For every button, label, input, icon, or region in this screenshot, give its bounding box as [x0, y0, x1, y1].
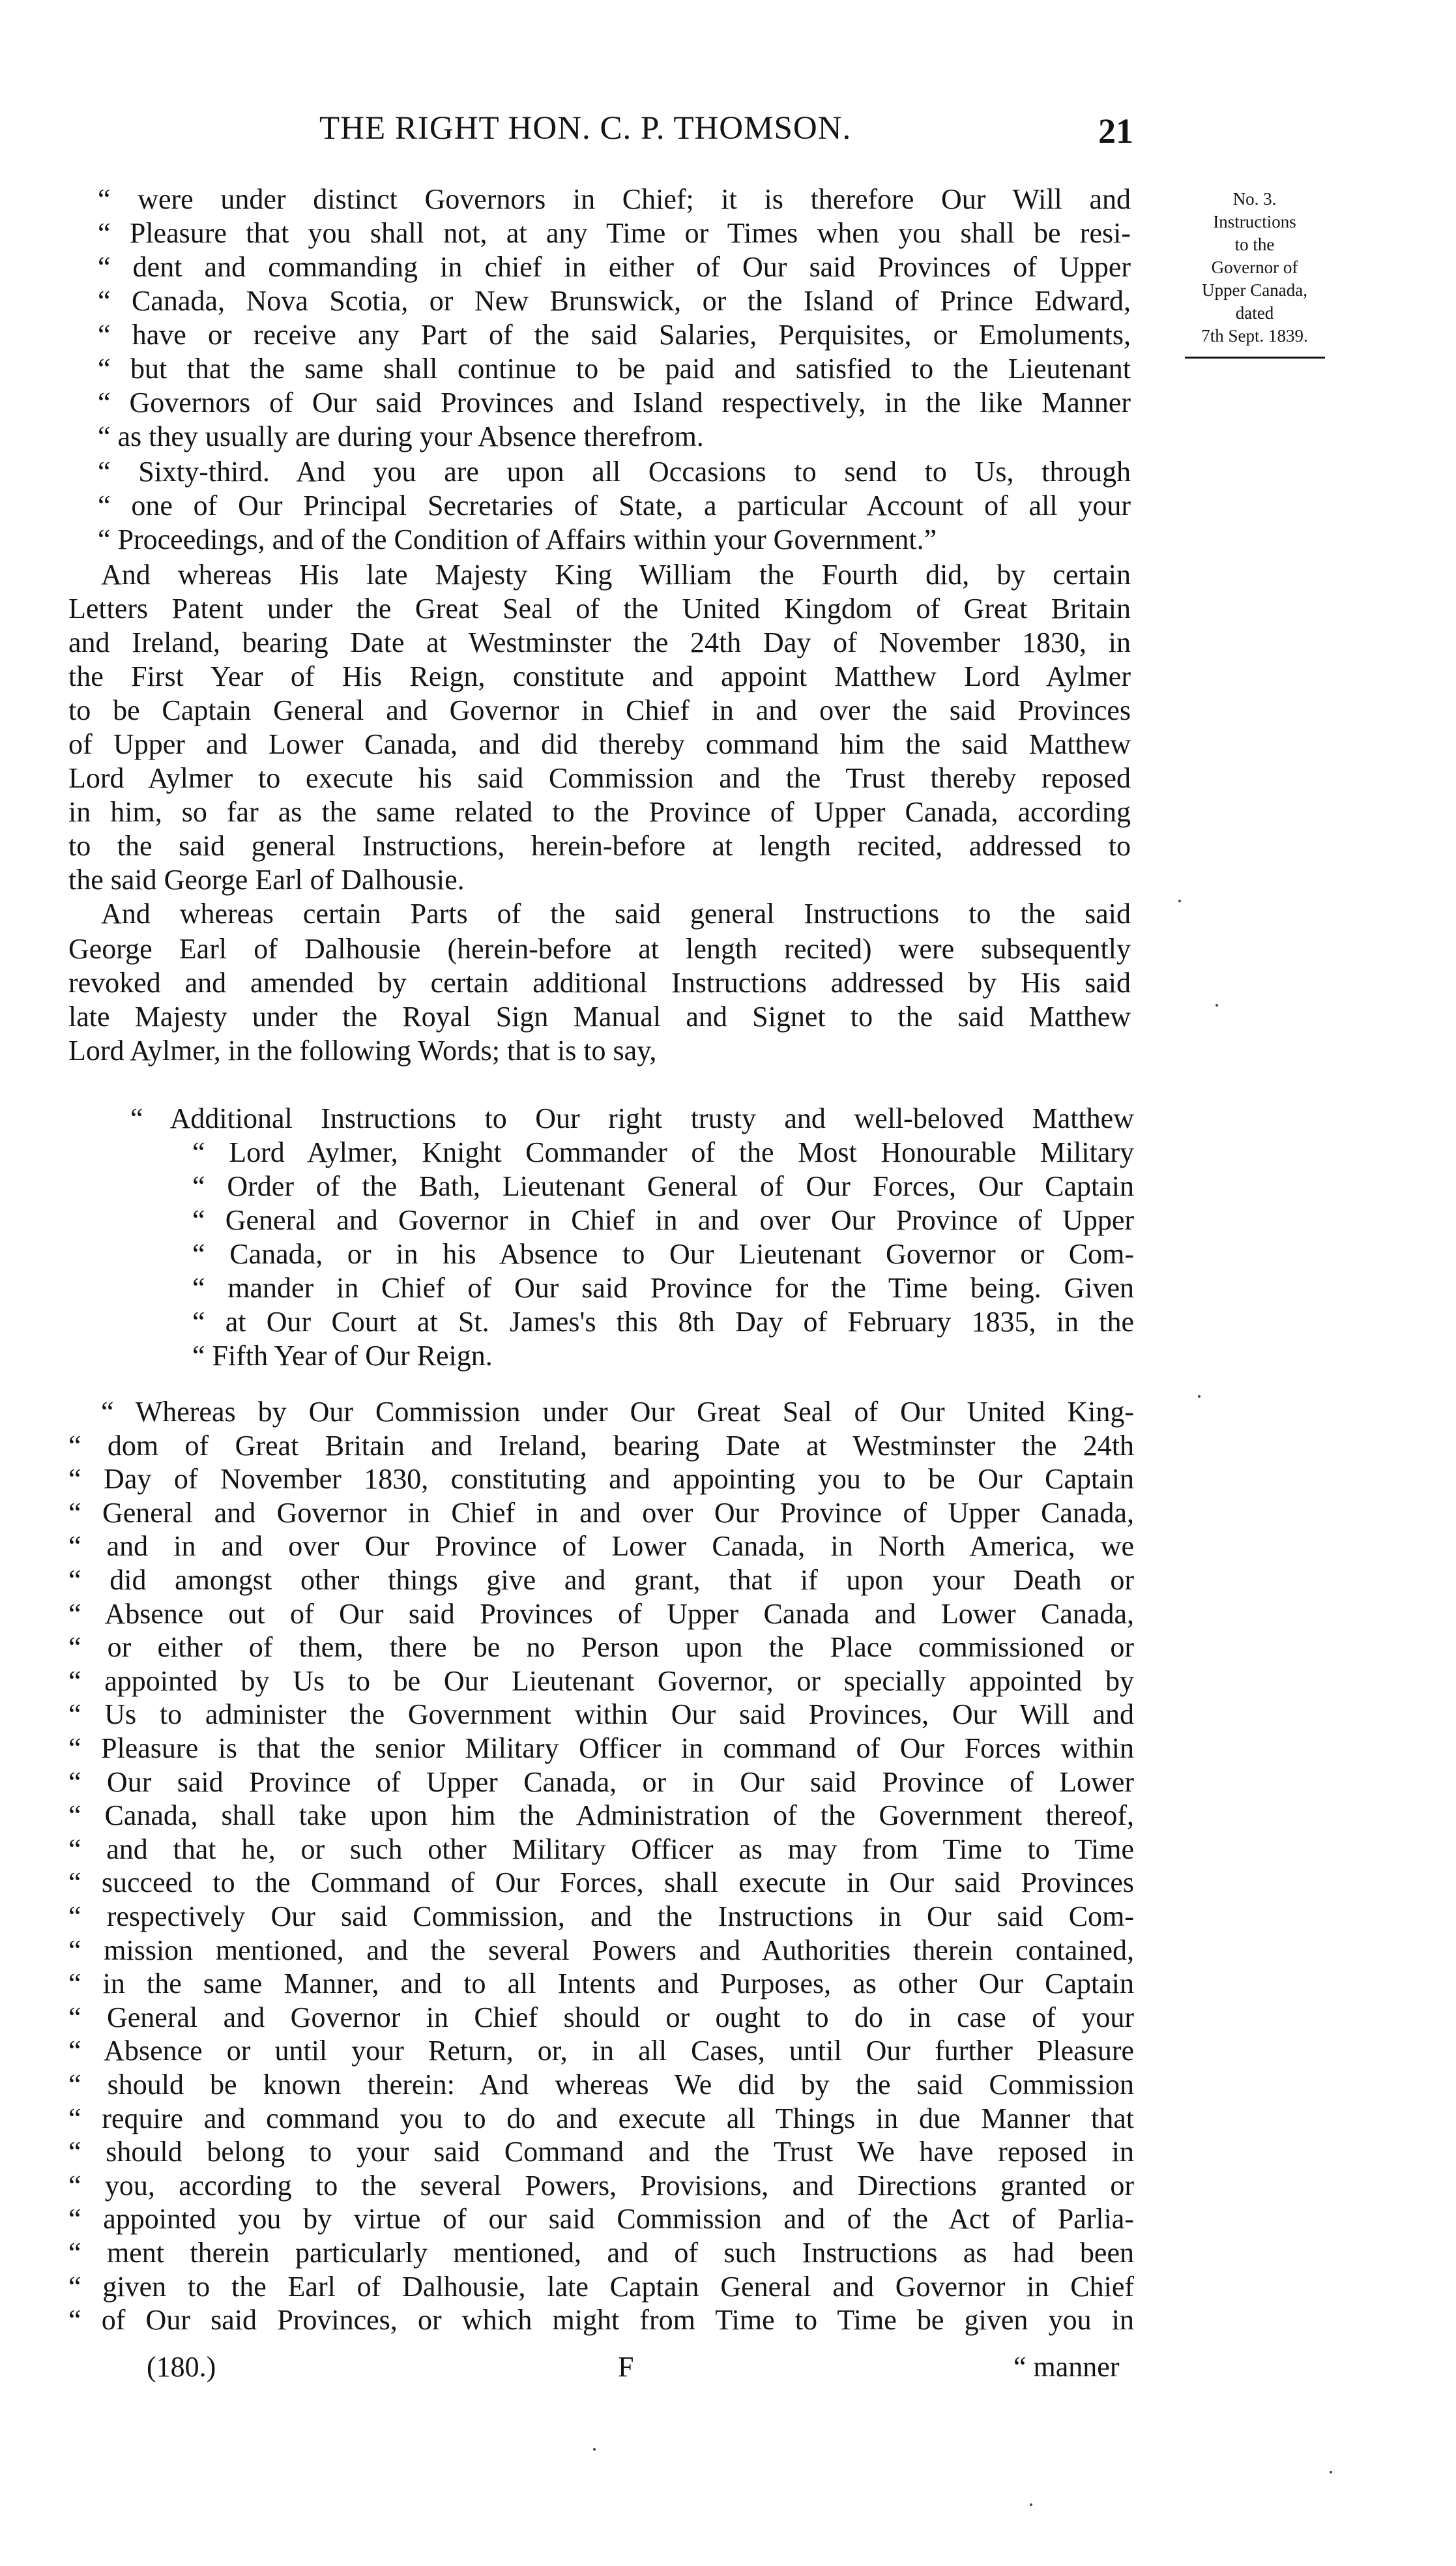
body-line: “ appointed by Us to be Our Lieutenant Governor, or specially appointed by [68, 1665, 1134, 1697]
body-line: to be Captain General and Governor in Chief in and over the said Provinces [68, 694, 1131, 726]
body-line: in him, so far as the same related to the Province of Upper Canada, according [68, 796, 1131, 828]
marginal-note-line: 7th Sept. 1839. [1201, 326, 1308, 346]
body-line: “ should belong to your said Command and the Trust We have reposed in [68, 2136, 1134, 2168]
body-line: of Upper and Lower Canada, and did thereby command him the said Matthew [68, 728, 1131, 760]
body-line: “ succeed to the Command of Our Forces, shall execute in Our said Provinces [68, 1866, 1134, 1898]
body-line: “ appointed you by virtue of our said Commission and of the Act of Parlia- [68, 2203, 1134, 2235]
body-line: “ Sixty-third. And you are upon all Occasions to send to Us, through [98, 456, 1131, 488]
body-line: “ in the same Manner, and to all Intents and Purposes, as other Our Captain [68, 1968, 1134, 1999]
page-footer [0, 2350, 1456, 2389]
body-line: “ Our said Province of Upper Canada, or in Our said Province of Lower [68, 1766, 1134, 1798]
print-speck [593, 2448, 596, 2451]
body-line: revoked and amended by certain additional Instructions addressed by His said [68, 967, 1131, 999]
body-line: “ General and Governor in Chief should or ought to do in case of your [68, 2001, 1134, 2033]
body-line: “ Governors of Our said Provinces and Island respectively, in the like Manner [98, 387, 1131, 419]
page-header [0, 110, 1456, 155]
body-line: “ require and command you to do and execute all Things in due Manner that [68, 2102, 1134, 2134]
body-line: Lord Aylmer to execute his said Commission and the Trust thereby reposed [68, 762, 1131, 794]
body-line: “ ment therein particularly mentioned, and of such Instructions as had been [68, 2237, 1134, 2269]
body-line: “ Us to administer the Government within Our said Provinces, Our Will and [68, 1698, 1134, 1730]
body-line: “ Lord Aylmer, Knight Commander of the Most Honourable Military [192, 1136, 1134, 1168]
marginal-note-line: to the [1234, 235, 1275, 254]
body-line: “ Pleasure is that the senior Military Officer in command of Our Forces within [68, 1732, 1134, 1764]
marginal-note-line: Governor of [1211, 258, 1298, 277]
body-line: Lord Aylmer, in the following Words; that is to say, [68, 1035, 657, 1067]
body-line: to the said general Instructions, herein-before at length recited, addressed to [68, 830, 1131, 862]
marginal-note-line: No. 3. [1232, 189, 1277, 209]
body-line: “ Absence out of Our said Provinces of Upper Canada and Lower Canada, [68, 1598, 1134, 1630]
body-line: “ Fifth Year of Our Reign. [192, 1340, 493, 1372]
body-line: “ you, according to the several Powers, Provisions, and Directions granted or [68, 2170, 1134, 2202]
body-line: “ Order of the Bath, Lieutenant General of Our Forces, Our Captain [192, 1170, 1134, 1202]
body-line: George Earl of Dalhousie (herein-before at length recited) were subsequently [68, 933, 1131, 965]
running-title: THE RIGHT HON. C. P. THOMSON. [319, 110, 852, 147]
body-line: “ Canada, shall take upon him the Administration of the Government thereof, [68, 1799, 1134, 1831]
body-line: “ as they usually are during your Absence therefrom. [98, 420, 704, 452]
body-line: “ General and Governor in Chief in and over Our Province of Upper [192, 1204, 1134, 1236]
print-speck [1216, 1004, 1218, 1007]
body-line: “ of Our said Provinces, or which might from Time to Time be given you in [68, 2304, 1134, 2336]
marginal-note-rule [1185, 357, 1325, 359]
body-line: “ given to the Earl of Dalhousie, late Captain General and Governor in Chief [68, 2271, 1134, 2303]
body-line: And whereas His late Majesty King William the Fourth did, by certain [101, 559, 1131, 591]
body-line: “ did amongst other things give and grant, that if upon your Death or [68, 1564, 1134, 1596]
body-line: “ one of Our Principal Secretaries of State, a particular Account of all your [98, 490, 1131, 522]
body-line: “ respectively Our said Commission, and the Instructions in Our said Com- [68, 1900, 1134, 1932]
body-line: “ Canada, Nova Scotia, or New Brunswick, or the Island of Prince Edward, [98, 285, 1131, 317]
marginal-note-line: Upper Canada, [1202, 280, 1307, 300]
page-number: 21 [1098, 111, 1133, 151]
body-line: “ Proceedings, and of the Condition of Affairs within your Government.” [98, 524, 937, 555]
body-line: and Ireland, bearing Date at Westminster the 24th Day of November 1830, in [68, 627, 1131, 658]
marginal-note-line: Instructions [1213, 212, 1296, 231]
body-line: “ Pleasure that you shall not, at any Time or Times when you shall be resi- [98, 217, 1131, 249]
body-line: “ should be known therein: And whereas We did by the said Commission [68, 2069, 1134, 2101]
body-line: the said George Earl of Dalhousie. [68, 864, 465, 896]
print-speck [1330, 2471, 1332, 2473]
body-line: “ mission mentioned, and the several Powers and Authorities therein contained, [68, 1934, 1134, 1966]
body-line: “ have or receive any Part of the said Salaries, Perquisites, or Emoluments, [98, 319, 1131, 351]
body-line: “ at Our Court at St. James's this 8th Day of February 1835, in the [192, 1306, 1134, 1338]
marginal-note [1167, 188, 1343, 359]
body-line: And whereas certain Parts of the said general Instructions to the said [101, 898, 1131, 930]
body-line: “ and that he, or such other Military Officer as may from Time to Time [68, 1833, 1134, 1865]
print-speck [1198, 1395, 1201, 1398]
body-line: “ were under distinct Governors in Chief; it is therefore Our Will and [98, 183, 1131, 215]
catchword: “ manner [1013, 2351, 1120, 2383]
leaf-mark: F [618, 2351, 634, 2383]
body-line: “ Whereas by Our Commission under Our Great Seal of Our United King- [101, 1396, 1134, 1428]
print-speck [1178, 900, 1181, 902]
body-line: late Majesty under the Royal Sign Manual and Signet to the said Matthew [68, 1001, 1131, 1033]
body-line: “ Absence or until your Return, or, in all Cases, until Our further Pleasure [68, 2035, 1134, 2067]
body-line: the First Year of His Reign, constitute and appoint Matthew Lord Aylmer [68, 660, 1131, 692]
print-speck [1030, 2503, 1032, 2506]
body-line: “ dent and commanding in chief in either of Our said Provinces of Upper [98, 251, 1131, 283]
body-line: “ Day of November 1830, constituting and appointing you to be Our Captain [68, 1463, 1134, 1495]
body-line: “ mander in Chief of Our said Province for the Time being. Given [192, 1272, 1134, 1304]
body-line: “ and in and over Our Province of Lower Canada, in North America, we [68, 1530, 1134, 1562]
signature-mark: (180.) [147, 2351, 216, 2383]
body-line: “ Additional Instructions to Our right trusty and well-beloved Matthew [130, 1102, 1134, 1134]
body-line: “ or either of them, there be no Person upon the Place commissioned or [68, 1631, 1134, 1663]
body-line: “ General and Governor in Chief in and over Our Province of Upper Canada, [68, 1497, 1134, 1529]
body-line: “ Canada, or in his Absence to Our Lieutenant Governor or Com- [192, 1238, 1134, 1270]
body-line: “ dom of Great Britain and Ireland, bearing Date at Westminster the 24th [68, 1430, 1134, 1462]
body-line: Letters Patent under the Great Seal of the United Kingdom of Great Britain [68, 593, 1131, 625]
marginal-note-line: dated [1235, 303, 1274, 323]
body-line: “ but that the same shall continue to be paid and satisfied to the Lieutenant [98, 353, 1131, 385]
